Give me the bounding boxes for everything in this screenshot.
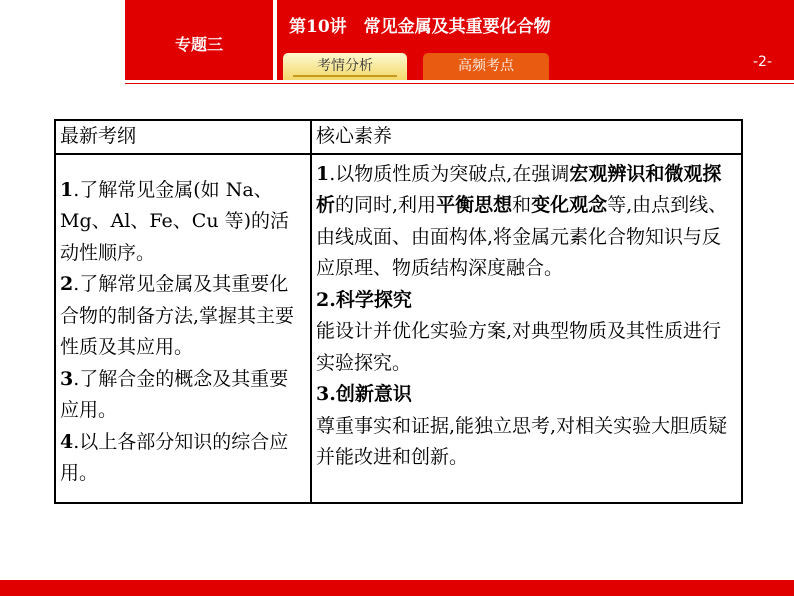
syllabus-table — [54, 119, 743, 504]
syllabus-cell — [55, 154, 311, 503]
page-number: -2- — [752, 54, 772, 70]
core-literacy-cell — [311, 154, 742, 503]
table-header-cell: 核心素养 — [311, 120, 742, 154]
tab-frequent-points[interactable]: 高频考点 — [423, 53, 549, 80]
core-heading-2: 2.科学探究 — [316, 288, 412, 311]
list-item: 4.以上各部分知识的综合应用。 — [60, 430, 289, 484]
list-item: 3.了解合金的概念及其重要应用。 — [60, 367, 289, 421]
core-paragraph-2: 能设计并优化实验方案,对典型物质及其性质进行实验探究。 — [316, 320, 722, 374]
footer-bar — [0, 580, 794, 596]
topic-banner — [125, 0, 273, 80]
title-band — [277, 0, 794, 40]
tab-exam-analysis[interactable]: 考情分析 — [283, 53, 407, 80]
header-divider — [125, 83, 794, 84]
table-row — [55, 154, 742, 503]
lesson-title: 第10讲 常见金属及其重要化合物 — [289, 17, 551, 37]
table-header-row — [55, 120, 742, 154]
tab-row — [277, 40, 794, 80]
list-item: 2.了解常见金属及其重要化合物的制备方法,掌握其主要性质及其应用。 — [60, 273, 295, 358]
core-paragraph-3: 尊重事实和证据,能独立思考,对相关实验大胆质疑并能改进和创新。 — [316, 414, 728, 468]
core-paragraph-1: 1.以物质性质为突破点,在强调宏观辨识和微观探析的同时,利用平衡思想和变化观念等,由点到线、由线成面、由面构体,将金属元素化合物知识与反应原理、物质结构深度融合。 — [316, 162, 728, 279]
topic-label: 专题三 — [174, 35, 223, 54]
table-header-cell: 最新考纲 — [55, 120, 311, 154]
core-heading-3: 3.创新意识 — [316, 383, 412, 405]
list-item: 1.了解常见金属(如 Na、Mg、Al、Fe、Cu 等)的活动性顺序。 — [60, 178, 290, 264]
